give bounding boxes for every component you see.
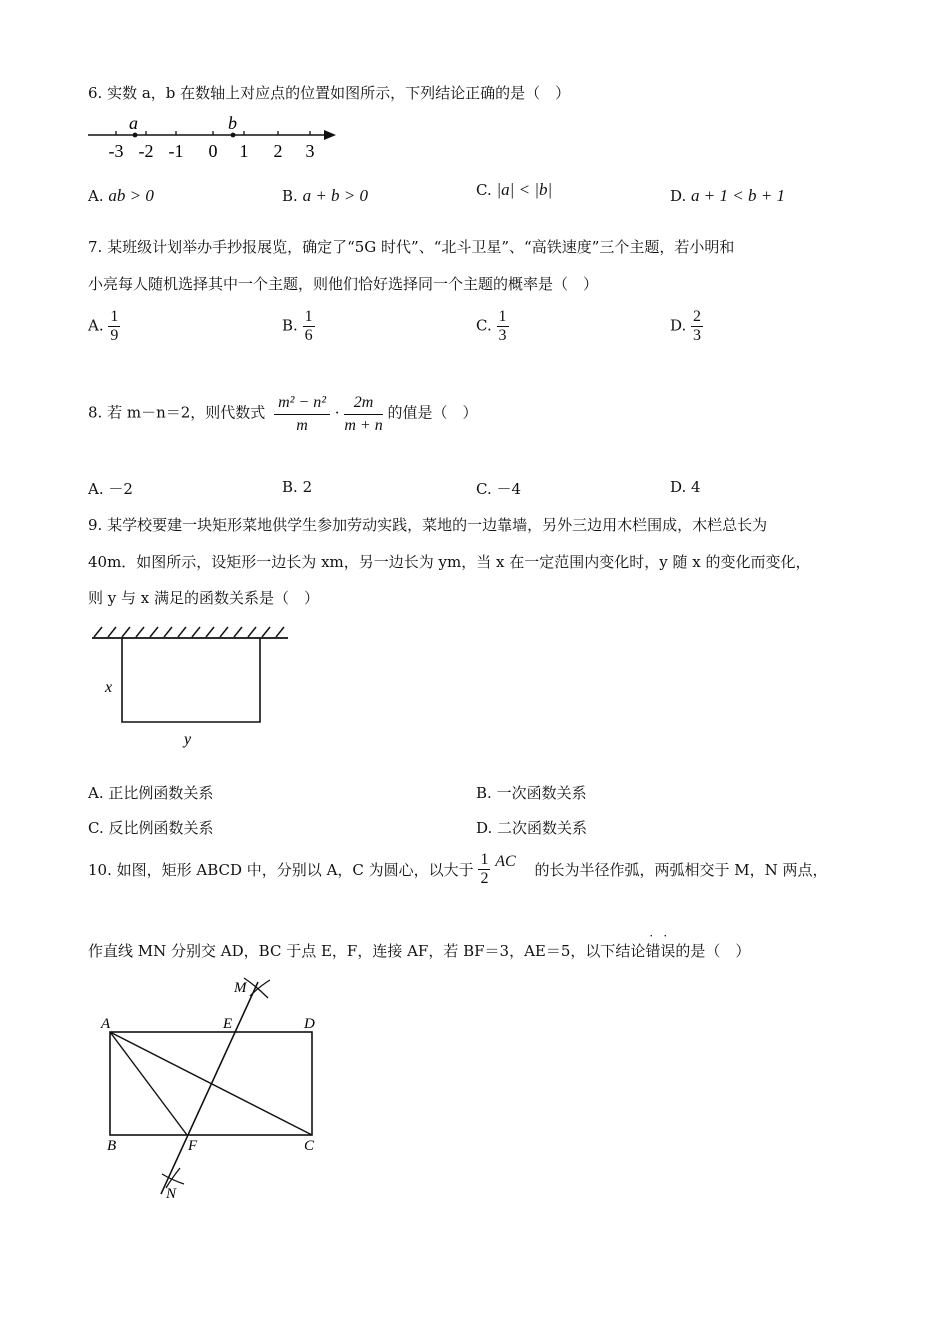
q9-option-c[interactable]: C. 反比例函数关系 (88, 819, 214, 837)
q9-option-d[interactable]: D. 二次函数关系 (476, 819, 588, 837)
vertex-b-label: B (107, 1138, 117, 1154)
q7-option-a[interactable]: A. $\frac{1}{9}$ (88, 308, 119, 344)
q7-option-c[interactable]: C. $\frac{1}{3}$ (476, 308, 507, 344)
q10-half-fraction: $\frac{1}{2}$ (480, 851, 489, 887)
q7-option-d[interactable]: D. $\frac{2}{3}$ (670, 308, 702, 344)
point-a-dot (133, 133, 138, 138)
vertex-c-label: C (304, 1138, 315, 1154)
q9-stem-line2: 40m．如图所示，设矩形一边长为 xm，另一边长为 ym，当 x 在一定范围内变化时，y 随 x 的变化而变化， (88, 553, 811, 571)
point-b-label: b (228, 113, 237, 133)
point-m-label: M (234, 980, 247, 996)
q7-stem-line1: 7. 某班级计划举办手抄报展览，确定了“5G 时代”、“北斗卫星”、“高铁速度”三个主题，若小明和 (88, 238, 735, 256)
q8-option-b[interactable]: B. 2 (282, 478, 313, 496)
point-b-dot (231, 133, 236, 138)
q6-option-a[interactable]: A. ab > 0 (88, 186, 154, 205)
vertex-a-label: A (101, 1016, 111, 1032)
q9-option-b[interactable]: B. 一次函数关系 (476, 784, 587, 802)
q6-option-b[interactable]: B. a + b > 0 (282, 186, 369, 205)
side-y-label: y (184, 731, 192, 748)
point-a-label: a (129, 113, 138, 133)
q7-option-b[interactable]: B. $\frac{1}{6}$ (282, 308, 313, 344)
q10-stem-line2: 作直线 MN 分别交 AD，BC 于点 E，F，连接 AF，若 BF＝3，AE＝5，以下结论 · · 错误的是（ ） (88, 929, 751, 960)
q7-stem-line2: 小亮每人随机选择其中一个主题，则他们恰好选择同一个主题的概率是（ ） (88, 275, 599, 293)
tick-label: -2 (138, 141, 154, 161)
q8-option-a[interactable]: A. －2 (88, 480, 133, 498)
side-x-label: x (105, 679, 113, 696)
q6-number-line (86, 112, 346, 164)
tick-label: 3 (305, 141, 315, 161)
tick-label: -1 (168, 141, 184, 161)
q8-option-d[interactable]: D. 4 (670, 478, 701, 496)
tick-label: 0 (208, 141, 218, 161)
q6-stem: 6. 实数 a，b 在数轴上对应点的位置如图所示，下列结论正确的是（ ） (88, 84, 571, 102)
tick-label: 1 (239, 141, 249, 161)
tick-label: -3 (108, 141, 124, 161)
q10-stem-line1: 10. 如图，矩形 ABCD 中，分别以 A，C 为圆心，以大于 $\frac{1}{2}$ AC 的长为半径作弧，两弧相交于 M，N 两点， (88, 851, 828, 887)
q8-option-c[interactable]: C. －4 (476, 480, 522, 498)
q9-stem-line1: 9. 某学校要建一块矩形菜地供学生参加劳动实践，菜地的一边靠墙，另外三边用木栏围成，木栏总长为 (88, 516, 768, 534)
vertex-d-label: D (304, 1016, 315, 1032)
q8-stem: 8. 若 m－n＝2，则代数式 $\frac{\text{m² − n²}}{m}$ · $\frac{2m}{m + n}$ 的值是（ ） (88, 394, 478, 434)
q6-option-d[interactable]: D. a + 1 < b + 1 (670, 186, 785, 205)
point-n-label: N (166, 1186, 177, 1202)
q10-rectangle-figure (98, 972, 338, 1204)
point-f-label: F (188, 1138, 198, 1154)
point-e-label: E (223, 1016, 233, 1032)
q8-fraction-2: $\frac{2m}{m + n}$ (344, 394, 383, 434)
q8-fraction-1: $\frac{\text{m² − n²}}{m}$ (274, 392, 330, 435)
q9-option-a[interactable]: A. 正比例函数关系 (88, 784, 214, 802)
q6-option-c[interactable]: C. |a| < |b| (476, 180, 553, 199)
tick-label: 2 (273, 141, 283, 161)
q9-stem-line3: 则 y 与 x 满足的函数关系是（ ） (88, 589, 320, 607)
emphasis-dots: · · 错误 (645, 929, 676, 960)
q9-garden-figure (88, 622, 298, 752)
